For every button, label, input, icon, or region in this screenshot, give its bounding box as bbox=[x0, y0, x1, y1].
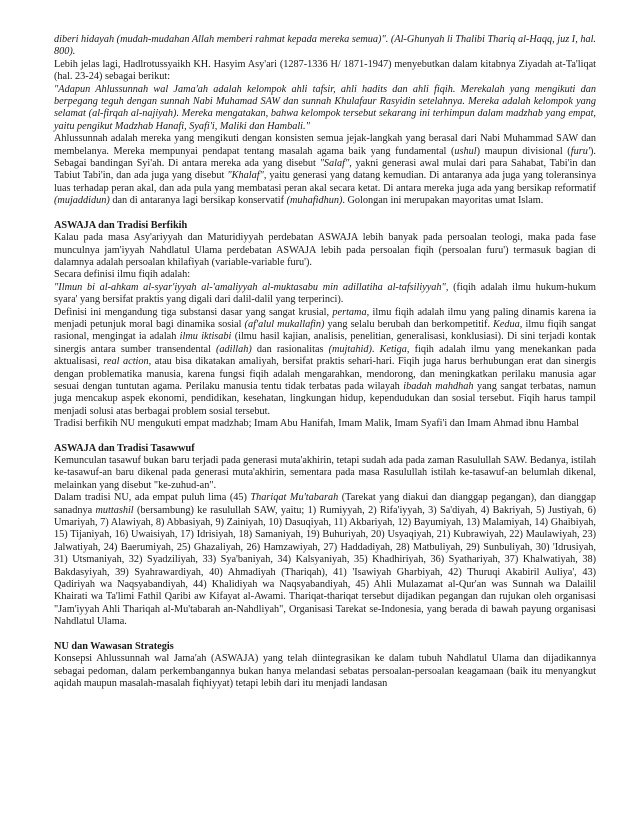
fiqih-definition-quote: "Ilmun bi al-ahkam al-syar'iyyah al-'amaliyyah al-muktasabu min adillatiha al-tafsiliyyah", (fiqih adalah ilmu hukum-hukum syara' yang bersifat praktis yang digali dari dalil-dalil yang terperinci). bbox=[54, 281, 596, 306]
section-heading-berfikih: ASWAJA dan Tradisi Berfikih bbox=[54, 219, 188, 231]
hasyim-quote: "Adapun Ahlussunnah wal Jama'ah adalah kelompok ahli tafsir, ahli hadits dan ahli fiqih. Merekalah yang mengikuti dan berpegang teguh dengan sunnah Nabi Muhamad SAW dan sunnah Khulafaur Rasyidin setelahnya. Mereka adalah kelompok yang selamat (al-firqah al-najiyah). Mereka mengatakan, bahwa kelompok tersebut sekarang ini terhimpun dalam madzhab yang empat, yaitu pengikut Madzhab Hanafi, Syafi'i, Maliki dan Hambali." bbox=[54, 83, 596, 132]
berfikih-paragraph-1: Kalau pada masa Asy'ariyyah dan Maturidiyyah perdebatan ASWAJA lebih banyak pada persoalan teologi, maka pada fase munculnya jam'iyyah Nahdlatul Ulama perdebatan ASWAJA lebih pada persoalan fiqih (persoalan furu') termasuk bagian di dalamnya adalah persoalan khilafiyah (variable-variable furu'). bbox=[54, 232, 596, 268]
fiqih-substance-paragraph: Definisi ini mengandung tiga substansi dasar yang sangat krusial, pertama, ilmu fiqih adalah ilmu yang paling dinamis karena ia menjadi petunjuk moral bagi dinamika sosial (af'alul mukallafin) yang selalu berubah dan berkompetitif. Kedua, ilmu fiqih sangat rasional, mengingat ia adalah ilmu iktisabi (ilmu hasil kajian, analisis, penelitian, generalisasi, konklusiasi). Di sini terjadi kontak sinergis antara sumber transendental (adillah) dan rasionalitas (mujtahid). Ketiga, fiqih adalah ilmu yang menekankan pada aktualisasi, real action, atau bisa dikatakan amaliyah, bersifat praktis sehari-hari. Fiqih juga harus berhubungan erat dan sinergis dengan problematika manusia, karena fungsi fiqih adalah mengarahkan, mendorong, dan meningkatkan perilaku manusia agar sesuai dengan tuntutan agama. Perilaku manusia tentu tidak terbatas pada wilayah ibadah mahdhah yang sangat terbatas, namun juga mencakup aspek ekonomi, pendidikan, kesehatan, lingkungan hidup, kependudukan dan sosial tersebut. Fiqih harus tampil menjadi solusi atas berbagai problem sosial tersebut. bbox=[54, 306, 597, 417]
tasawwuf-paragraph-1: Kemunculan tasawuf bukan baru terjadi pada generasi muta'akhirin, tetapi sudah ada pada zaman Rasulullah SAW. Bedanya, istilah ke-tasawuf-an baru dikenal pada generasi muta'akhirin, sementara pada masa Rasulullah istilah ke-tasawuf-an belumlah dikenal, melainkan yang disebut "ke-zuhud-an". bbox=[54, 455, 596, 491]
hasyim-intro-paragraph: Lebih jelas lagi, Hadlrotussyaikh KH. Hasyim Asy'ari (1287-1336 H/ 1871-1947) menyebutkan dalam kitabnya Ziyadah at-Ta'liqat (hal. 23-24) sebagai berikut: bbox=[54, 58, 596, 83]
tradisi-berfikih-paragraph: Tradisi berfikih NU mengukuti empat madzhab; Imam Abu Hanifah, Imam Malik, Imam Syafi'i dan Imam Ahmad ibnu Hambal bbox=[54, 418, 579, 430]
thariqat-list-paragraph: Dalam tradisi NU, ada empat puluh lima (45) Thariqat Mu'tabarah (Tarekat yang diakui dan dianggap pegangan), dan dianggap sanadnya muttashil (bersambung) ke rasulullah SAW, yaitu; 1) Rumiyyah, 2) Rifa'iyyah, 3) Sa'diyah, 4) Bakriyah, 5) Justiyah, 6) Umariyah, 7) Alawiyah, 8) Abbasiyah, 9) Zainiyah, 10) Dasuqiyah, 11) Akbariyah, 12) Bayumiyah, 13) Malamiyah, 14) Ghaibiyah, 15) Tijaniyah, 16) Uwaisiyah, 17) Idrisiyah, 18) Samaniyah, 19) Buhuriyah, 20) Usyaqiyah, 21) Kubrawiyah, 22) Maulawiyah, 23) Jalwatiyah, 24) Baerumiyah, 25) Ghazaliyah, 26) Hamzawiyah, 27) Haddadiyah, 28) Matbuliyah, 29) Sunbuliyah, 30) 'Idrusiyah, 31) Utsmaniyah, 32) Syadziliyah, 33) Sya'baniyah, 34) Kalsyaniyah, 35) Khadhiriyah, 36) Syathariyah, 37) Khalwatiyah, 38) Bakdasyiyah, 39) Syahrawardiyah, 40) Ahmadiyah (Thariqah), 41) 'Isawiyah Gharbiyah, 42) Thuruqi Akabiril Auliya', 43) Qadiriyah wa Naqsyabandiyah, 44) Khalidiyah wa Naqsyabandiyah, 45) Ahli Mulazamat al-Qur'an was Sunnah wa Dalailil Khairati wa Ta'limi Fathil Qaribi aw Kifayat al-Awami. Thariqat-thariqat tersebut dijadikan pegangan dan rujukan oleh organisasi "Jam'iyyah Ahli Thariqah al-Mu'tabarah an-Nahdliyah", Organisasi Tarekat se-Indonesia, yang berada di bawah payung organisasi Nahdlatul Ulama. bbox=[54, 492, 597, 628]
strategis-paragraph-1: Konsepsi Ahlussunnah wal Jama'ah (ASWAJA) yang telah diintegrasikan ke dalam tubuh Nahdlatul Ulama dan dijadikannya sebagai pedoman, dalam perkembangannya bukan hanya melandasi sebatas persoalan-persoalan keagamaan (baik itu menyangkut aqidah maupun masalah-masalah fiqhiyyat) tetapi lebih dari itu menjadi landasan bbox=[54, 653, 596, 689]
section-heading-strategis: NU dan Wawasan Strategis bbox=[54, 640, 174, 652]
quote-continuation: diberi hidayah (mudah-mudahan Allah memberi rahmat kepada mereka semua)". (Al-Ghunyah li Thalibi Thariq al-Haqq, juz I, hal. 800). bbox=[54, 34, 596, 58]
berfikih-definition-intro: Secara definisi ilmu fiqih adalah: bbox=[54, 269, 191, 281]
section-heading-tasawwuf: ASWAJA dan Tradisi Tasawwuf bbox=[54, 442, 195, 454]
ahlussunnah-paragraph: Ahlussunnah adalah mereka yang mengikuti dengan konsisten semua jejak-langkah yang berasal dari Nabi Muhammad SAW dan membelanya. Mereka mempunyai pendapat tentang masalah agama baik yang fundamental (ushul) maupun divisional (furu'). Sebagai bandingan Syi'ah. Di antara mereka ada yang disebut "Salaf", yakni generasi awal mulai dari para Sahabat, Tabi'in dan Tabiut Tabi'in, dan ada juga yang disebut "Khalaf", yaitu generasi yang datang kemudian. Di antaranya ada juga yang toleransinya luas terhadap peran akal, dan ada pula yang membatasi peran akal secara ketat. Di antara mereka juga ada yang bersikap reformatif (mujaddidun) dan di antaranya lagi bersikap konservatif (muhafidhun). Golongan ini merupakan mayoritas umat Islam. bbox=[54, 133, 596, 207]
